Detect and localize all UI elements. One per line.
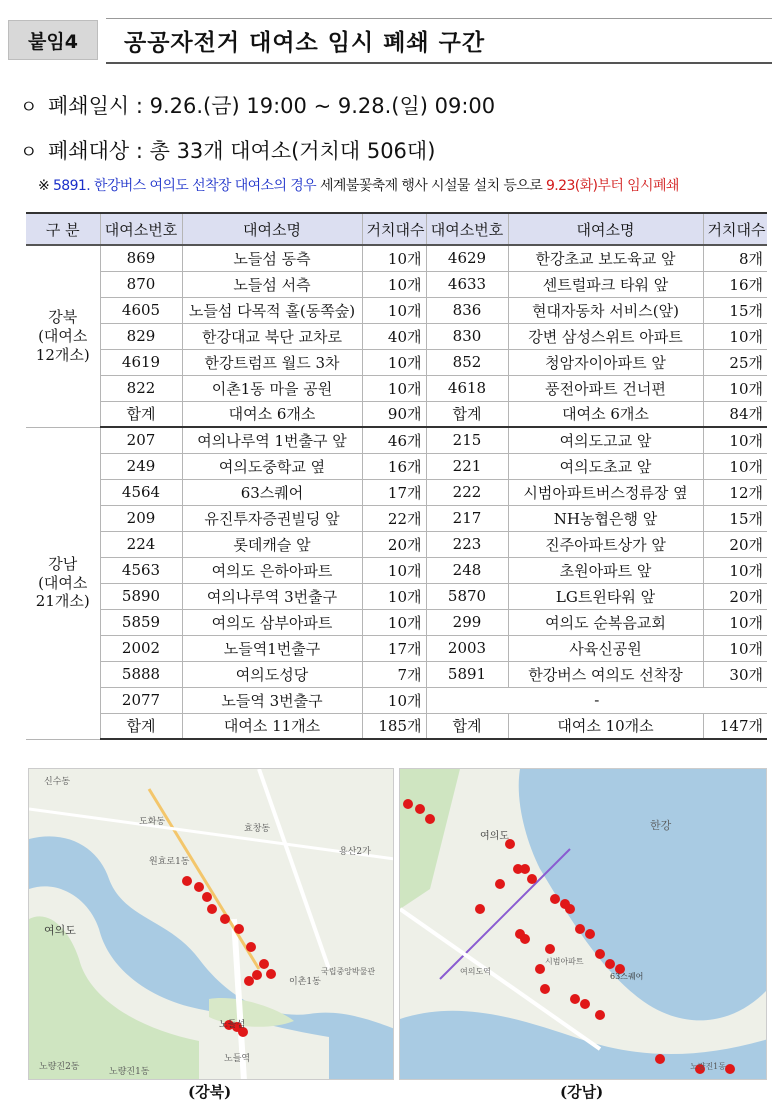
table-cell: 10개: [362, 375, 426, 401]
table-cell: 7개: [362, 661, 426, 687]
table-cell: 노들섬 서측: [182, 271, 362, 297]
closure-period: [20, 90, 495, 120]
table-cell: 5870: [426, 583, 508, 609]
table-cell: 5891: [426, 661, 508, 687]
map-label: 한강: [650, 819, 672, 832]
table-cell: 5890: [100, 583, 182, 609]
closure-table: [26, 212, 767, 740]
table-cell: 10개: [703, 375, 767, 401]
map-label: 여의도: [480, 831, 509, 842]
table-cell: 4618: [426, 375, 508, 401]
table-cell: 84개: [703, 401, 767, 427]
table-cell: 여의도 은하아파트: [182, 557, 362, 583]
table-cell: 8개: [703, 245, 767, 271]
table-cell: 25개: [703, 349, 767, 375]
closure-note: [38, 175, 679, 195]
station-marker: [246, 942, 256, 952]
table-row: [26, 427, 767, 453]
table-cell: 여의나루역 3번출구: [182, 583, 362, 609]
table-cell: 대여소 6개소: [182, 401, 362, 427]
column-header: 대여소번호: [100, 213, 182, 245]
station-marker: [259, 959, 269, 969]
table-cell: 222: [426, 479, 508, 505]
table-cell: 10개: [362, 687, 426, 713]
table-cell: 10개: [362, 271, 426, 297]
map-gangbuk-graphic: [29, 769, 394, 1080]
table-cell: 17개: [362, 635, 426, 661]
period-value: 9.26.(금) 19:00 ~ 9.28.(일) 09:00: [149, 94, 496, 118]
table-cell: 노들역 3번출구: [182, 687, 362, 713]
table-cell: 20개: [362, 531, 426, 557]
table-cell: 현대자동차 서비스(앞): [508, 297, 703, 323]
note-red-text: 9.23(화)부터 임시폐쇄: [546, 178, 679, 194]
station-marker: [182, 876, 192, 886]
table-cell: 209: [100, 505, 182, 531]
column-header: 대여소명: [182, 213, 362, 245]
column-header: 거치대수: [703, 213, 767, 245]
page-title: 공공자전거 대여소 임시 폐쇄 구간: [124, 30, 486, 56]
table-cell: 30개: [703, 661, 767, 687]
station-marker: [595, 1010, 605, 1020]
table-cell: LG트윈타워 앞: [508, 583, 703, 609]
table-cell: 여의도초교 앞: [508, 453, 703, 479]
station-marker: [234, 924, 244, 934]
table-cell: 40개: [362, 323, 426, 349]
table-cell: 2002: [100, 635, 182, 661]
station-marker: [220, 914, 230, 924]
station-marker: [570, 994, 580, 1004]
header: [8, 18, 772, 64]
table-row: [26, 635, 767, 661]
table-row: [26, 661, 767, 687]
table-cell: 4563: [100, 557, 182, 583]
bullet-mark: ㅇ: [20, 142, 38, 163]
table-cell: 221: [426, 453, 508, 479]
station-marker: [575, 924, 585, 934]
table-cell: 63스퀘어: [182, 479, 362, 505]
table-cell: 합계: [100, 713, 182, 739]
station-marker: [202, 892, 212, 902]
table-cell: 869: [100, 245, 182, 271]
map-label: 도화동: [139, 817, 166, 827]
caption-gangnam: (강남): [560, 1083, 604, 1101]
closure-target: [20, 135, 435, 165]
table-cell: NH농협은행 앞: [508, 505, 703, 531]
table-cell: 센트럴파크 타워 앞: [508, 271, 703, 297]
header-top-rule: [106, 18, 772, 19]
table-cell: 829: [100, 323, 182, 349]
station-marker: [252, 970, 262, 980]
table-cell: 여의도고교 앞: [508, 427, 703, 453]
table-cell: 대여소 10개소: [508, 713, 703, 739]
region-label-line: (대여소: [38, 326, 88, 345]
station-marker: [540, 984, 550, 994]
region-label-line: (대여소: [38, 573, 88, 592]
table-cell: 합계: [426, 713, 508, 739]
table-header-row: [26, 213, 767, 245]
table-cell: 노들역1번출구: [182, 635, 362, 661]
table-cell: 10개: [703, 635, 767, 661]
table-cell: 2077: [100, 687, 182, 713]
table-cell: 청암자이아파트 앞: [508, 349, 703, 375]
table-cell: 10개: [703, 427, 767, 453]
station-marker: [244, 976, 254, 986]
table-cell: 22개: [362, 505, 426, 531]
table-cell: 4605: [100, 297, 182, 323]
table-cell: 836: [426, 297, 508, 323]
table-cell: 한강초교 보도육교 앞: [508, 245, 703, 271]
table-cell: 12개: [703, 479, 767, 505]
table-cell: 10개: [362, 245, 426, 271]
table-cell: 4629: [426, 245, 508, 271]
table-cell: 249: [100, 453, 182, 479]
map-label: 용산2가: [339, 847, 371, 857]
map-label: 63스퀘어: [610, 972, 644, 981]
table-cell: 207: [100, 427, 182, 453]
region-label: [26, 245, 100, 427]
map-gangnam: [399, 768, 767, 1080]
map-label: 노들섬: [219, 1020, 246, 1030]
table-cell: 870: [100, 271, 182, 297]
station-marker: [550, 894, 560, 904]
table-cell: 248: [426, 557, 508, 583]
map-label: 시범아파트: [545, 957, 584, 966]
table-cell: 여의도성당: [182, 661, 362, 687]
station-marker: [495, 879, 505, 889]
region-label: [26, 427, 100, 739]
station-marker: [207, 904, 217, 914]
table-cell: 한강대교 북단 교차로: [182, 323, 362, 349]
table-cell: 10개: [703, 557, 767, 583]
table-cell: 합계: [100, 401, 182, 427]
note-middle-text: 세계불꽃축제 행사 시설물 설치 등으로: [316, 178, 546, 194]
map-label: 신수동: [44, 777, 71, 787]
map-label: 효창동: [244, 824, 271, 834]
target-value: 총 33개 대여소(거치대 506대): [149, 139, 436, 163]
region-label-line: 강북: [48, 308, 78, 327]
table-cell: 한강버스 여의도 선착장: [508, 661, 703, 687]
table-cell: 롯데캐슬 앞: [182, 531, 362, 557]
station-marker: [545, 944, 555, 954]
table-row: [26, 531, 767, 557]
table-cell: 224: [100, 531, 182, 557]
table-cell: 16개: [362, 453, 426, 479]
station-marker: [605, 959, 615, 969]
table-row: [26, 583, 767, 609]
header-bottom-rule: [106, 62, 772, 64]
target-label: 폐쇄대상: [48, 139, 130, 163]
table-cell: 합계: [426, 401, 508, 427]
column-header: 대여소명: [508, 213, 703, 245]
table-cell: 20개: [703, 583, 767, 609]
map-label: 국립중앙박물관: [321, 967, 376, 976]
map-label: 여의도: [44, 924, 76, 937]
table-cell: 223: [426, 531, 508, 557]
table-cell: 4619: [100, 349, 182, 375]
table-cell: 217: [426, 505, 508, 531]
table-cell: -: [426, 687, 767, 713]
table-cell: 215: [426, 427, 508, 453]
table-row: [26, 323, 767, 349]
table-cell: 한강트럼프 월드 3차: [182, 349, 362, 375]
map-label: 원효로1동: [149, 857, 190, 867]
table-cell: 대여소 6개소: [508, 401, 703, 427]
separator: :: [135, 139, 143, 163]
table-cell: 진주아파트상가 앞: [508, 531, 703, 557]
station-marker: [415, 804, 425, 814]
table-cell: 15개: [703, 297, 767, 323]
table-cell: 여의도 순복음교회: [508, 609, 703, 635]
column-header: 구 분: [26, 213, 100, 245]
station-marker: [520, 934, 530, 944]
table-cell: 이촌1동 마을 공원: [182, 375, 362, 401]
station-marker: [535, 964, 545, 974]
table-row: [26, 479, 767, 505]
table-cell: 여의나루역 1번출구 앞: [182, 427, 362, 453]
table-cell: 10개: [362, 583, 426, 609]
table-cell: 풍전아파트 건너편: [508, 375, 703, 401]
table-cell: 20개: [703, 531, 767, 557]
table-cell: 16개: [703, 271, 767, 297]
station-marker: [475, 904, 485, 914]
table-cell: 185개: [362, 713, 426, 739]
station-marker: [655, 1054, 665, 1064]
table-row: [26, 297, 767, 323]
table-cell: 852: [426, 349, 508, 375]
station-marker: [580, 999, 590, 1009]
table-cell: 90개: [362, 401, 426, 427]
table-cell: 10개: [362, 297, 426, 323]
table-row: [26, 609, 767, 635]
station-marker: [403, 799, 413, 809]
table-cell: 유진투자증권빌딩 앞: [182, 505, 362, 531]
map-label: 노들역: [224, 1054, 251, 1064]
note-blue-text: 5891. 한강버스 여의도 선착장 대여소의 경우: [52, 178, 317, 194]
station-marker: [595, 949, 605, 959]
table-cell: 여의도중학교 옆: [182, 453, 362, 479]
table-cell: 10개: [362, 609, 426, 635]
column-header: 대여소번호: [426, 213, 508, 245]
column-header: 거치대수: [362, 213, 426, 245]
table-cell: 2003: [426, 635, 508, 661]
map-label: 노량진1동: [690, 1062, 727, 1071]
table-cell: 4564: [100, 479, 182, 505]
table-row: [26, 245, 767, 271]
table-cell: 830: [426, 323, 508, 349]
table-cell: 초원아파트 앞: [508, 557, 703, 583]
table-row: [26, 349, 767, 375]
table-cell: 10개: [703, 323, 767, 349]
table-cell: 10개: [362, 557, 426, 583]
station-marker: [565, 904, 575, 914]
station-marker: [585, 929, 595, 939]
period-label: 폐쇄일시: [48, 94, 130, 118]
table-row: [26, 687, 767, 713]
table-row: [26, 453, 767, 479]
table-cell: 10개: [362, 349, 426, 375]
caption-gangbuk: (강북): [188, 1083, 232, 1101]
map-gangnam-graphic: [400, 769, 767, 1080]
separator: :: [135, 94, 143, 118]
table-cell: 147개: [703, 713, 767, 739]
note-prefix: ※: [38, 178, 53, 194]
table-row: [26, 505, 767, 531]
table-cell: 노들섬 다목적 홀(동쪽숲): [182, 297, 362, 323]
table-cell: 강변 삼성스위트 아파트: [508, 323, 703, 349]
station-marker: [527, 874, 537, 884]
region-label-line: 12개소): [35, 345, 90, 364]
map-label: 노량진2동: [39, 1062, 80, 1072]
table-cell: 4633: [426, 271, 508, 297]
table-cell: 299: [426, 609, 508, 635]
map-label: 노량진1동: [109, 1067, 150, 1077]
map-gangbuk: [28, 768, 394, 1080]
table-cell: 노들섬 동측: [182, 245, 362, 271]
table-cell: 5859: [100, 609, 182, 635]
table-cell: 822: [100, 375, 182, 401]
table-cell: 여의도 삼부아파트: [182, 609, 362, 635]
region-label-line: 강남: [48, 554, 78, 573]
table-row: [26, 713, 767, 739]
table-row: [26, 375, 767, 401]
station-marker: [194, 882, 204, 892]
table-row: [26, 271, 767, 297]
attachment-badge: 붙임4: [8, 20, 98, 60]
table-row: [26, 557, 767, 583]
table-cell: 사육신공원: [508, 635, 703, 661]
station-marker: [266, 969, 276, 979]
map-label: 이촌1동: [289, 977, 321, 987]
map-label: 여의도역: [460, 967, 491, 976]
table-cell: 17개: [362, 479, 426, 505]
table-cell: 15개: [703, 505, 767, 531]
table-cell: 10개: [703, 453, 767, 479]
bullet-mark: ㅇ: [20, 97, 38, 118]
table-cell: 10개: [703, 609, 767, 635]
station-marker: [520, 864, 530, 874]
table-cell: 46개: [362, 427, 426, 453]
table-cell: 시범아파트버스정류장 옆: [508, 479, 703, 505]
table-row: [26, 401, 767, 427]
station-marker: [425, 814, 435, 824]
region-label-line: 21개소): [35, 592, 90, 611]
station-marker: [725, 1064, 735, 1074]
table-cell: 5888: [100, 661, 182, 687]
table-cell: 대여소 11개소: [182, 713, 362, 739]
